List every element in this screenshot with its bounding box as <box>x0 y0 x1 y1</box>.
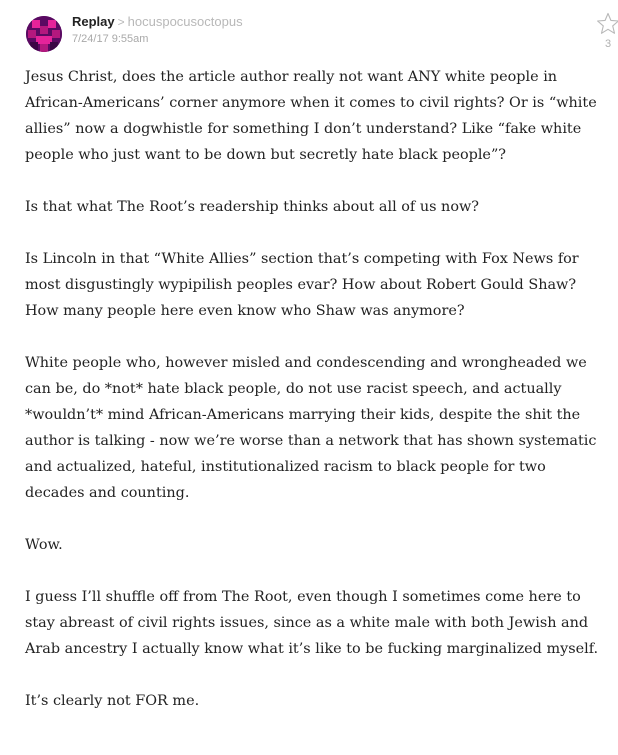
comment-body <box>25 64 600 740</box>
star-count: 3 <box>604 38 612 50</box>
comment-paragraph: Is Lincoln in that “White Allies” section that’s competing with Fox News for most disgustingly wypipilish peoples evar? How about Robert Gould Shaw? How many people here even know who Shaw was anymore? <box>25 251 579 319</box>
comment-paragraph: White people who, however misled and condescending and wrongheaded we can be, do *not* hate black people, do not use racist speech, and actually *wouldn’t* mind African-Americans marrying their kids, despite the shit the author is talking - now we’re worse than a network that has shown systematic and actualized, hateful, institutionalized racism to black people for two decades and counting. <box>25 355 597 501</box>
star-button[interactable] <box>596 12 618 36</box>
comment-paragraph: It’s clearly not FOR me. <box>25 693 200 709</box>
reply-to-link[interactable]: hocuspocusoctopus <box>127 14 243 29</box>
comment-paragraph: Jesus Christ, does the article author really not want ANY white people in African-Americans’ corner anymore when it comes to civil rights? Or is “white allies” now a dogwhistle for something I don’t understand? Like “fake white people who just want to be down but secretly hate black people”? <box>25 69 597 163</box>
reply-separator: > <box>117 15 125 29</box>
timestamp[interactable]: 7/24/17 9:55am <box>72 33 149 45</box>
avatar-pattern-icon <box>26 16 62 52</box>
star-icon <box>596 12 618 36</box>
comment-paragraph: I guess I’ll shuffle off from The Root, even though I sometimes come here to stay abreast of civil rights issues, since as a white male with both Jewish and Arab ancestry I actually know what it’s like to be fucking marginalized myself. <box>25 589 599 657</box>
author-line <box>72 13 243 31</box>
comment-header <box>72 13 243 46</box>
avatar[interactable] <box>26 16 62 52</box>
comment-paragraph: Wow. <box>25 537 63 553</box>
author-name[interactable]: Replay <box>72 14 115 29</box>
comment-paragraph: Is that what The Root’s readership thinks about all of us now? <box>25 199 480 215</box>
